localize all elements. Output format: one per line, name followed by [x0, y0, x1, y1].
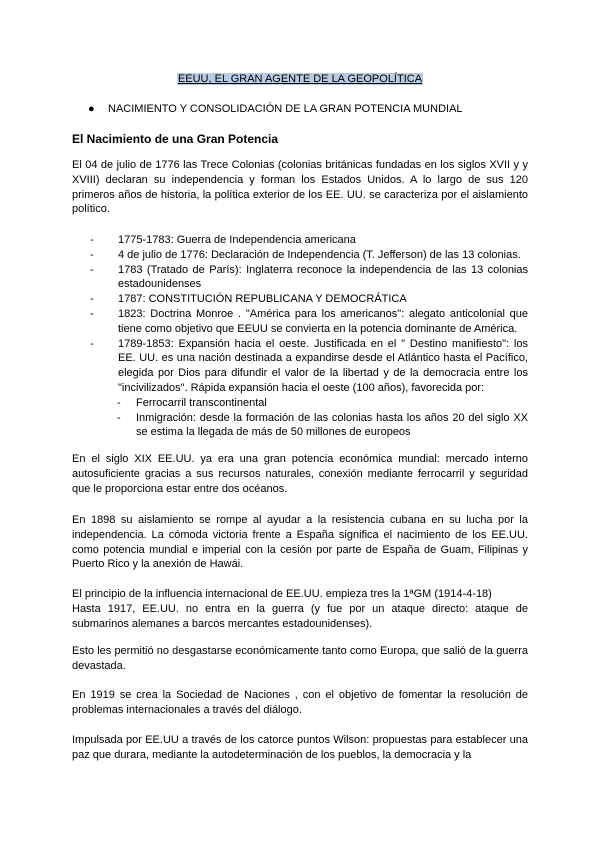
timeline-item-text: 1783 (Tratado de París): Inglaterra reconoce la independencia de las 13 colonias estadounidenses — [118, 263, 528, 291]
timeline-item-text: 1823: Doctrina Monroe . "América para los americanos": alegato anticolonial que tiene como objetivo que EEUU se convierta en la potencia dominante de América. — [118, 307, 528, 335]
timeline-item — [90, 337, 528, 441]
timeline-item-text: 1787: CONSTITUCIÓN REPUBLICANA Y DEMOCRÁTICA — [118, 293, 407, 306]
timeline-item-text: 1789-1853: Expansión hacia el oeste. Justificada en el " Destino manifiesto": los EE. UU. es una nación destinada a expandirse desde el Atlántico hasta el Pacífico, elegida por Dios para difundir el valor de la libertad y de la democracia entre los "incivilizados". Rápida expansión hacia el oeste (100 años), favorecida por: — [118, 337, 528, 394]
main-bullet-text: NACIMIENTO Y CONSOLIDACIÓN DE LA GRAN POTENCIA MUNDIAL — [108, 103, 463, 115]
dash-marker: - — [117, 411, 121, 424]
dash-marker: - — [90, 293, 94, 306]
title-container — [0, 72, 600, 87]
timeline-item — [90, 292, 528, 307]
timeline-subitem-text: Ferrocarril transcontinental — [136, 396, 267, 409]
dash-marker: - — [90, 234, 94, 246]
timeline-item — [90, 248, 528, 263]
timeline-item-text: 4 de julio de 1776: Declaración de Independencia (T. Jefferson) de las 13 colonias. — [118, 248, 521, 261]
paragraph-wilson: Impulsada por EE.UU a través de los catorce puntos Wilson: propuestas para establecer una paz que durara, mediante la autodeterminación de los pueblos, la democracia y la — [72, 734, 528, 761]
dash-marker: - — [90, 307, 94, 320]
dash-marker: - — [117, 396, 121, 409]
paragraph-economy: Esto les permitió no desgastarse económicamente tanto como Europa, que salió de la guerra devastada. — [72, 645, 528, 672]
document-title: EEUU, EL GRAN AGENTE DE LA GEOPOLÍTICA — [177, 73, 423, 85]
timeline-item — [90, 233, 528, 248]
timeline-item-text: 1775-1783: Guerra de Independencia americana — [118, 234, 356, 246]
paragraph-1898: En 1898 su aislamiento se rompe al ayudar a la resistencia cubana en su lucha por la independencia. La cómoda victoria frente a España significa el nacimiento de los EE.UU. como potencia mundial e imperial con la cesión por parte de España de Guam, Filipinas y Puerto Rico y la anexión de Hawái. — [72, 514, 528, 571]
timeline-subitem — [118, 396, 528, 411]
timeline-sublist — [118, 396, 528, 440]
paragraph-1917: Hasta 1917, EE.UU. no entra en la guerra (y fue por un ataque directo: ataque de submarinos alemanes a barcos mercantes estadounidenses). — [72, 603, 528, 630]
timeline-subitem-text: Inmigración: desde la formación de las colonias hasta los años 20 del siglo XX se estima la llegada de más de 50 millones de europeos — [136, 411, 528, 439]
dash-marker: - — [90, 337, 94, 350]
timeline-item — [90, 263, 528, 293]
timeline-list — [90, 233, 528, 440]
paragraph-1919: En 1919 se crea la Sociedad de Naciones , con el objetivo de fomentar la resolución de problemas internacionales a través del diálogo. — [72, 689, 528, 716]
section-heading: El Nacimiento de una Gran Potencia — [72, 132, 279, 146]
dash-marker: - — [90, 248, 94, 261]
main-bullet — [88, 102, 558, 117]
timeline-subitem — [118, 411, 528, 441]
paragraph-intro: El 04 de julio de 1776 las Trece Colonias (colonias británicas fundadas en los siglos XVII y y XVIII) declaran su independencia y forman los Estados Unidos. A lo largo de sus 120 primeros años de historia, la política exterior de los EE. UU. se caracteriza por el aislamiento político. — [72, 159, 528, 216]
timeline-item — [90, 307, 528, 337]
dash-marker: - — [90, 263, 94, 276]
paragraph-xix-century: En el siglo XIX EE.UU. ya era una gran potencia económica mundial: mercado interno autosuficiente gracias a sus recursos naturales, conexión mediante ferrocarril y seguridad que le proporciona estar entre dos océanos. — [72, 453, 528, 495]
paragraph-first-world-war: El principio de la influencia internacional de EE.UU. empieza tres la 1ªGM (1914-4-18) — [72, 588, 492, 600]
bullet-dot-icon: ● — [88, 103, 95, 115]
